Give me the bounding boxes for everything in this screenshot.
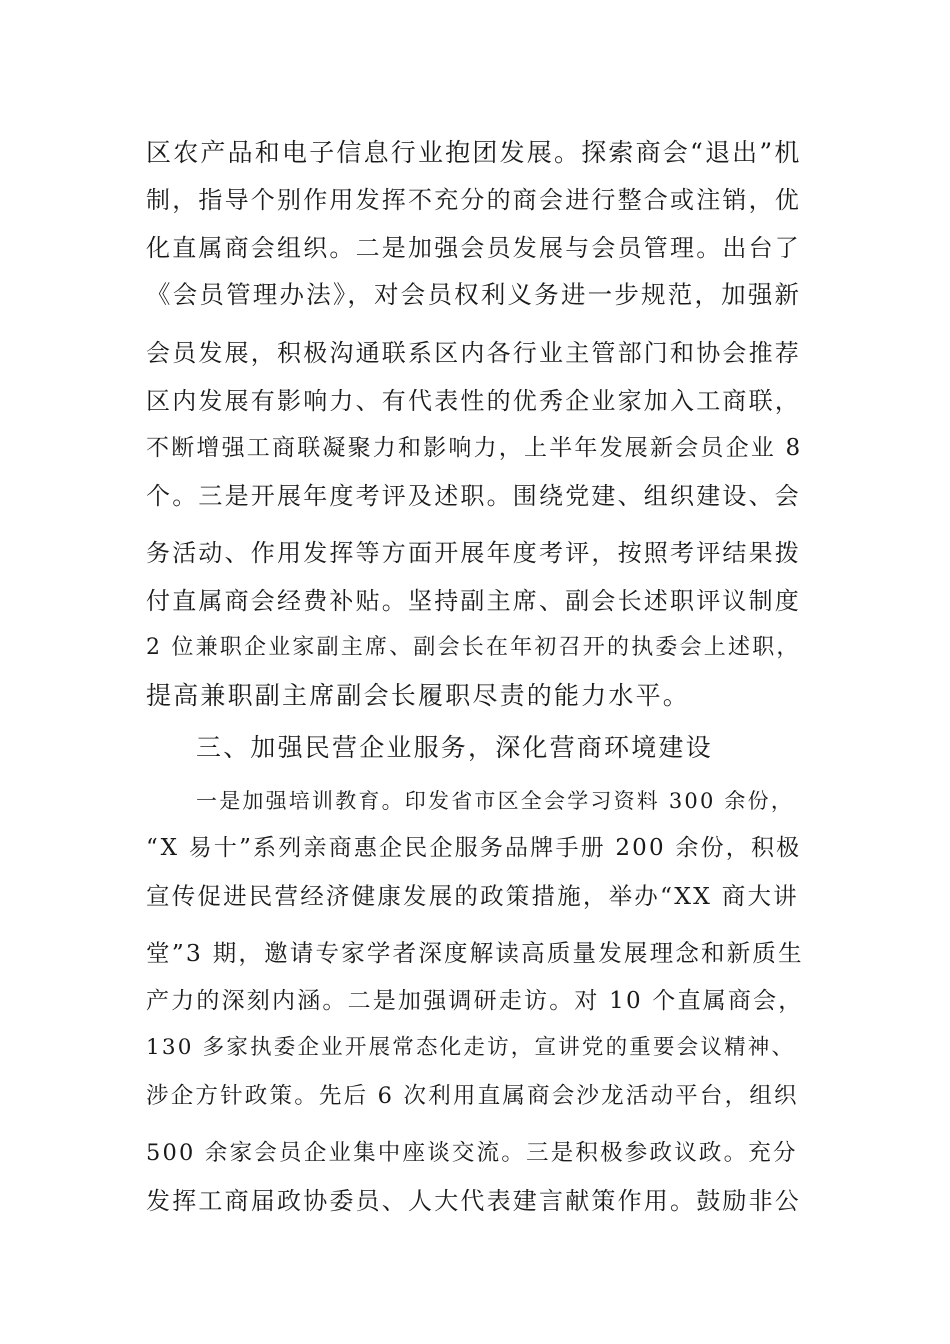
text-line: 区内发展有影响力、有代表性的优秀企业家加入工商联，: [146, 387, 801, 415]
text-line: “X 易十”系列亲商惠企民企服务品牌手册 200 余份，积极: [146, 835, 802, 861]
text-line: 提高兼职副主席副会长履职尽责的能力水平。: [146, 681, 691, 710]
text-line: 2 位兼职企业家副主席、副会长在年初召开的执委会上述职，: [146, 635, 801, 660]
text-line: 区农产品和电子信息行业抱团发展。探索商会“退出”机: [146, 138, 802, 167]
text-line: 会员发展，积极沟通联系区内各行业主管部门和协会推荐: [146, 339, 801, 367]
text-line: 不断增强工商联凝聚力和影响力，上半年发展新会员企业 8: [146, 435, 803, 461]
text-line: 制，指导个别作用发挥不充分的商会进行整合或注销，优: [146, 186, 801, 214]
text-line: 500 余家会员企业集中座谈交流。三是积极参政议政。充分: [146, 1140, 798, 1166]
paragraph-first-line: 一是加强培训教育。印发省市区全会学习资料 300 余份，: [196, 789, 795, 813]
text-line: 涉企方针政策。先后 6 次利用直属商会沙龙活动平台，组织: [146, 1083, 799, 1109]
text-line: 产力的深刻内涵。二是加强调研走访。对 10 个直属商会，: [146, 988, 804, 1014]
text-line: 化直属商会组织。二是加强会员发展与会员管理。出台了: [146, 234, 801, 262]
text-line: 130 多家执委企业开展常态化走访，宣讲党的重要会议精神、: [146, 1035, 796, 1060]
text-line: 发挥工商届政协委员、人大代表建言献策作用。鼓励非公: [146, 1187, 801, 1215]
section-heading: 三、加强民营企业服务，深化营商环境建设: [196, 733, 713, 762]
text-line: 个。三是开展年度考评及述职。围绕党建、组织建设、会: [146, 482, 801, 510]
text-line: 宣传促进民营经济健康发展的政策措施，举办“XX 商大讲: [146, 882, 799, 910]
text-line: 《会员管理办法》，对会员权利义务进一步规范，加强新: [146, 280, 802, 309]
text-line: 堂”3 期，邀请专家学者深度解读高质量发展理念和新质生: [146, 939, 804, 967]
text-line: 务活动、作用发挥等方面开展年度考评，按照考评结果拨: [146, 539, 801, 567]
text-line: 付直属商会经费补贴。坚持副主席、副会长述职评议制度: [146, 587, 801, 615]
